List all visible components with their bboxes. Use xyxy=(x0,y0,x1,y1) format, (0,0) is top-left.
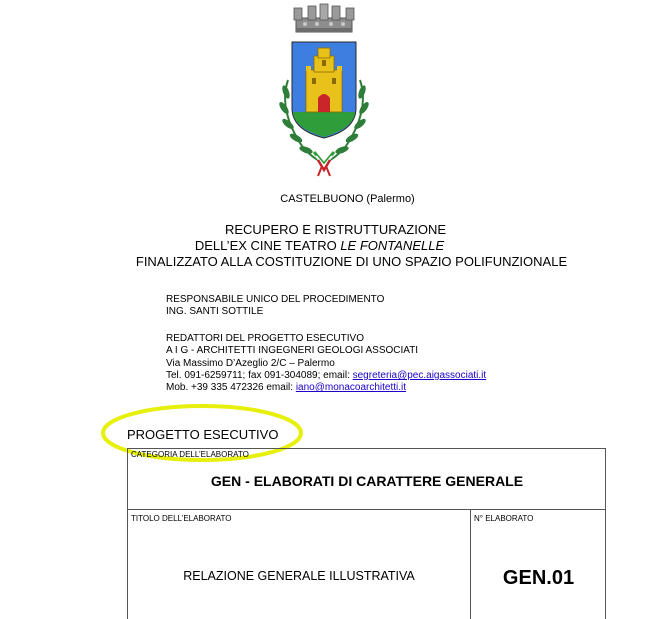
editors-contacts xyxy=(166,370,486,382)
document-title: RELAZIONE GENERALE ILLUSTRATIVA xyxy=(183,569,415,583)
project-title-line-2 xyxy=(0,238,643,253)
project-title-line-3: FINALIZZATO ALLA COSTITUZIONE DI UNO SPAZIO POLIFUNZIONALE xyxy=(135,254,568,269)
rup-name: ING. SANTI SOTTILE xyxy=(166,306,264,317)
ribbon-icon xyxy=(314,152,334,176)
table-divider-vertical xyxy=(470,509,471,619)
table-divider-horizontal xyxy=(127,509,606,510)
table-border-top xyxy=(127,448,606,449)
document-number-label: N° ELABORATO xyxy=(474,514,534,523)
project-title-line-2-italic: LE FONTANELLE xyxy=(340,238,445,253)
coat-of-arms xyxy=(272,0,376,178)
project-title-line-2-prefix: DELL’EX CINE TEATRO xyxy=(194,238,341,253)
category-value: GEN - ELABORATI DI CARATTERE GENERALE xyxy=(210,473,524,489)
project-phase: PROGETTO ESECUTIVO xyxy=(127,427,279,442)
project-title-line-1: RECUPERO E RISTRUTTURAZIONE xyxy=(224,222,446,237)
email-link-iano[interactable]: iano@monacoarchitetti.it xyxy=(295,382,407,393)
document-title-label: TITOLO DELL’ELABORATO xyxy=(131,514,232,523)
editors-address: Via Massimo D’Azeglio 2/C – Palermo xyxy=(166,358,335,369)
municipality-name: CASTELBUONO (Palermo) xyxy=(280,193,415,205)
shield-icon xyxy=(292,42,356,138)
crown-icon xyxy=(294,4,354,32)
editors-firm: A I G - ARCHITETTI INGEGNERI GEOLOGI ASSOCIATI xyxy=(166,345,419,356)
rup-role: RESPONSABILE UNICO DEL PROCEDIMENTO xyxy=(166,294,385,305)
document-number: GEN.01 xyxy=(502,567,575,589)
editors-role: REDATTORI DEL PROGETTO ESECUTIVO xyxy=(166,333,364,344)
editors-mobile xyxy=(166,382,406,394)
category-label: CATEGORIA DELL’ELABORATO xyxy=(131,451,249,458)
editors-mobile-text: Mob. +39 335 472326 email: xyxy=(166,382,296,393)
email-link-segreteria[interactable]: segreteria@pec.aigassociati.it xyxy=(352,370,487,381)
editors-contacts-text: Tel. 091-6259711; fax 091-304089; email: xyxy=(166,370,353,381)
